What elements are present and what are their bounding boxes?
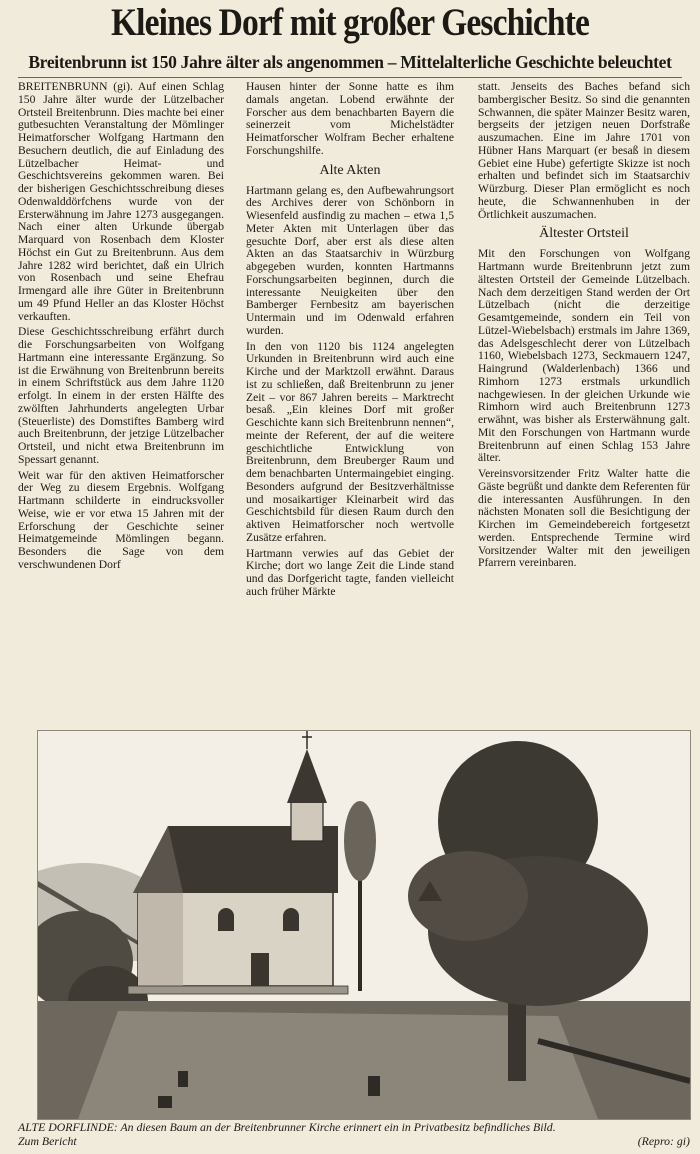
article-column-3 xyxy=(478,81,690,721)
paragraph: statt. Jenseits des Baches befand sich bambergischer Besitz. So sind die genannten Schwannen, die später Mainzer Besitz waren, bergseits der jetzigen neuen Dorfstraße auszumachen. Eine im Jahre 1701 von Hübner Hans Marquart (er besaß in diesem Gebiet eine Hube) gefertigte Skizze ist noch erhalten und befindet sich im Staatsarchiv Würzburg. Dieser Plan ermöglicht es noch heute, die Schwannenhuben in der Örtlichkeit auszumachen. xyxy=(478,81,690,221)
gravestone xyxy=(368,1076,380,1096)
paragraph: BREITENBRUNN (gi). Auf einen Schlag 150 Jahre älter wurde der Lützelbacher Ortsteil Breitenbrunn. Dies machte bei einer gutbesuchten Veranstaltung der Mömlinger Heimatforscher Wolfgang Hartmann den Besuchern deutlich, die auf Einladung des Lützelbacher Heimat- und Geschichtsvereins gekommen waren. Bei der bisherigen Geschichtsschreibung dieses Odenwalddörfchens wurde von der Ersterwähnung im Jahre 1273 ausgegangen. Nach einer alten Urkunde übergab Marquard von Rosenbach dem Kloster Höchst ein Gut zu Breitenbrunn. Aus dem Jahre 1282 wird berichtet, daß ein Ulrich von Rosenbach und seine Ehefrau Irmengard alle ihre Güter in Breitenbrunn um 49 Pfund Heller an das Kloster Höchst verkauften. xyxy=(18,81,224,323)
section-heading: Alte Akten xyxy=(319,162,381,178)
article-column-2 xyxy=(246,81,454,721)
church-gable-wall xyxy=(138,891,183,986)
gravestone xyxy=(158,1096,172,1108)
photo-caption xyxy=(18,1120,690,1152)
paragraph: Hartmann verwies auf das Gebiet der Kirche; dort wo lange Zeit die Linde stand und das Dorfgericht tagte, fanden vielleicht auch früher Märkte xyxy=(246,546,454,598)
church-drawing xyxy=(38,731,690,1119)
gravestone xyxy=(178,1071,188,1087)
subheadline: Breitenbrunn ist 150 Jahre älter als angenommen – Mittelalterliche Geschichte beleuchtet xyxy=(28,52,672,72)
caption-reference: Zum Bericht xyxy=(18,1134,77,1148)
caption-text: ALTE DORFLINDE: An diesen Baum an der Breitenbrunner Kirche erinnert ein in Privatbesitz befindliches Bild. xyxy=(18,1120,556,1134)
church-door xyxy=(251,953,269,986)
church-illustration xyxy=(37,730,691,1120)
paragraph: Mit den Forschungen von Wolfgang Hartmann wurde Breitenbrunn jetzt zum ältesten Ortsteil der Gemeinde Lützelbach. Nach dem derzeitigen Stand werden der Ort Lützelbach (nicht die derzeitige Gesamtgemeinde, sondern ein Teil von Lützel-Wiebelsbach) erstmals im Jahre 1369, das Adelsgeschlecht derer von Lützelbach 1160, Wiebelsbach 1273, Seckmauern 1247, Haingrund (Walderlenbach) 1366 und Rimhorn 1273 erstmals urkundlich nachgewiesen. In der gleichen Urkunde wie Rimhorn wird auch Breitenbrunn 1273 erwähnt, was bisher als Ersterwähnung galt. Mit den Forschungen von Hartmann wurde Breitenbrunn auf einen Schlag 153 Jahre älter. xyxy=(478,247,690,465)
paragraph: Weit war für den aktiven Heimatforscher der Weg zu diesem Ergebnis. Wolfgang Hartmann schilderte in eindrucksvoller Weise, wie er vor etwa 15 Jahren mit der Erforschung der Geschichte seiner Heimatgemeinde Mömlingen begann. Besonders die Sage von dem verschwundenen Dorf xyxy=(18,468,224,571)
paragraph: Vereinsvorsitzender Fritz Walter hatte die Gäste begrüßt und dankte dem Referenten für die interessanten Ausführungen. In den nächsten Monaten soll die Besichtigung der Kirchen im Gemeindebereich fortgesetzt werden. Entsprechende Termine wird Vorsitzender Walter mit den jeweiligen Pfarrern vereinbaren. xyxy=(478,467,690,570)
paragraph: In den von 1120 bis 1124 angelegten Urkunden in Breitenbrunn wird auch eine Kirche und der Marktzoll erwähnt. Daraus ist zu schließen, daß Breitenbrunn zu jener Zeit – vor 867 Jahren bereits – Marktrecht besaß. „Ein kleines Dorf mit großer Geschichte kann sich Breitenbrunn nennen“, meinte der Referent, der auf die weitere geschichtliche Entwicklung von Breitenbrunn, dem Breuberger Raum und dem benachbarten Untermaingebiet einging. Besonders aufgrund der Besitzverhältnisse und mosaikartiger Kleinarbeit wird das Geschichtsbild für diesen Raum durch den aktiven Heimatforscher noch wertvolle Zusätze erfahren. xyxy=(246,339,454,544)
photo-credit: (Repro: gi) xyxy=(637,1134,690,1148)
section-heading: Ältester Ortsteil xyxy=(539,226,629,242)
divider xyxy=(18,77,682,78)
paragraph: Hausen hinter der Sonne hatte es ihm damals angetan. Lobend erwähnte der Forscher aus dem benachbarten Bayern die seinerzeit vom Michelstädter Heimatforscher Wolfram Becher erhaltene Forschungshilfe. xyxy=(246,81,454,157)
tree xyxy=(344,801,376,881)
bell-tower xyxy=(291,801,323,841)
paragraph: Hartmann gelang es, den Aufbewahrungsort des Archives derer von Schönborn in Wiesenfeld ausfindig zu machen – etwa 1,5 Meter Akten mit Unterlagen über das gesuchte Dorf, aber erst als diese alten Akten an das Staatsarchiv in Würzburg abgegeben wurden, konnten Hartmanns Forschungsarbeiten beginnen, durch die interessante Neuigkeiten über den Bamberger Fernbesitz am bayerischen Untermain und im Odenwald erfahren wurden. xyxy=(246,183,454,337)
article-column-1 xyxy=(18,81,224,721)
headline: Kleines Dorf mit großer Geschichte xyxy=(110,1,590,44)
church-window xyxy=(218,908,234,931)
paragraph: Diese Geschichtsschreibung erfährt durch die Forschungsarbeiten von Wolfgang Hartmann eine interessante Ergänzung. So ist die Erwähnung von Breitenbrunn bereits in einem Schriftstück aus dem Jahre 1120 erfolgt. In einem in der ersten Hälfte des zwölften Jahrhunderts angelegten Urbar (Steuerliste) des Domstiftes Bamberg wird auch Breitenbrunn, der jetzige Lützelbacher Ortsteil, und nicht etwa Breitenbrunn im Spessart genannt. xyxy=(18,325,224,466)
church-window xyxy=(283,908,299,931)
churchyard-wall xyxy=(128,986,348,994)
